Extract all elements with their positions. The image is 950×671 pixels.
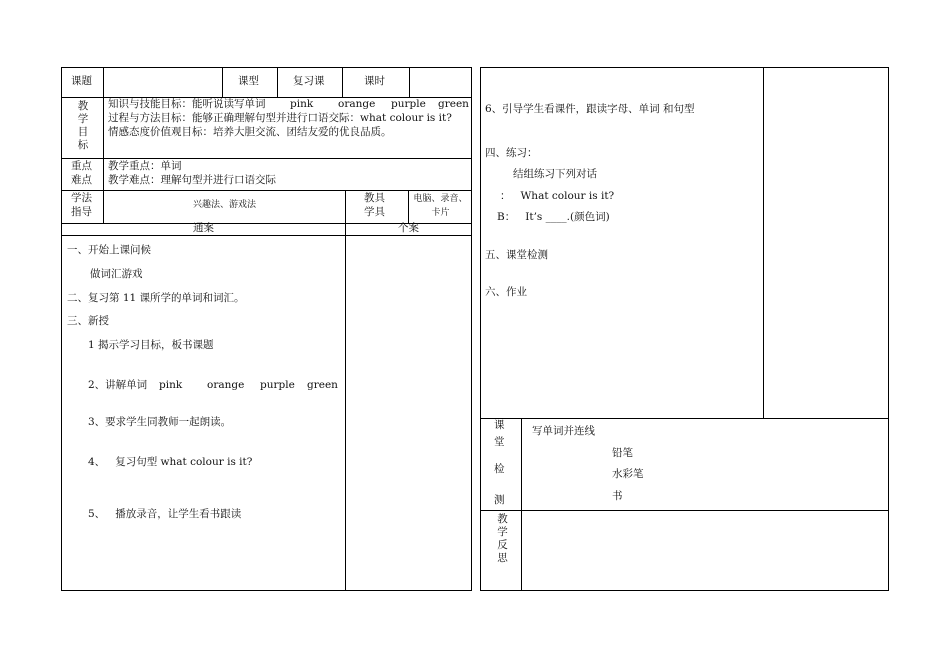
tools-label-bottom: 学具 [364,206,385,218]
tools-value-bottom: 卡片 [431,208,450,218]
practice-heading: 四、练习： [485,147,538,159]
method-label-bottom: 指导 [71,206,92,218]
goal-word-purple: purple [391,98,426,110]
step-word-purple: purple [260,379,295,391]
lesson-title-label: 课题 [71,75,92,87]
reflection-label: 教 学 反 思 [497,513,508,564]
homework-heading: 六、作业 [485,286,527,298]
step-3-5: 5、 播放录音，让学生看书跟读 [88,508,242,520]
step-3-4: 4、 复习句型 what colour is it? [88,456,253,468]
focus-label-top: 重点 [71,160,92,172]
check-item-book: 书 [612,490,623,502]
goal-attitude-line: 情感态度价值观目标：培养大胆交流、团结友爱的优良品质。 [108,126,392,138]
step-3-2: 2、讲解单词 [88,379,148,391]
method-label-top: 学法 [71,192,92,204]
dialogue-line-b: B： It’s ____.(颜色词) [497,211,610,223]
goal-word-orange: orange [338,98,376,110]
step-1: 一、开始上课问候 [67,244,151,256]
class-check-heading: 五、课堂检测 [485,249,548,261]
practice-instruction: 结组练习下列对话 [513,168,597,180]
lesson-type-value: 复习课 [293,75,325,87]
difficulty-text: 教学难点：理解句型并进行口语交际 [108,174,276,186]
step-3: 三、新授 [67,315,109,327]
lesson-hours-label: 课时 [364,75,385,87]
goal-word-green: green [438,98,469,110]
focus-label-bottom: 难点 [71,174,92,186]
step-3-3: 3、要求学生同教师一起朗读。 [88,416,232,428]
goal-word-pink: pink [290,98,314,110]
step-word-orange: orange [207,379,245,391]
key-point-text: 教学重点：单词 [108,160,182,172]
step-word-green: green [307,379,338,391]
lesson-type-label: 课型 [238,75,259,87]
check-item-pencil: 铅笔 [612,447,633,459]
common-plan-heading: 通案 [193,222,214,234]
goals-label: 教 学 目 标 [77,100,89,151]
right-step-6: 6、引导学生看课件，跟读字母、单词 和句型 [485,103,695,115]
step-2: 二、复习第 11 课所学的单词和词汇。 [67,292,245,304]
step-3-1: 1 揭示学习目标，板书课题 [88,339,214,351]
step-word-pink: pink [159,379,183,391]
dialogue-line-a: ： What colour is it? [500,190,615,202]
tools-label-top: 教具 [364,192,385,204]
goal-knowledge-line: 知识与技能目标：能听说读写单词 [108,98,266,110]
method-value: 兴趣法、游戏法 [192,200,256,210]
check-title: 写单词并连线 [532,425,595,437]
step-1a: 做词汇游戏 [90,268,143,280]
goal-process-line: 过程与方法目标：能够正确理解句型并进行口语交际：what colour is it? [108,112,452,124]
individual-plan-heading: 个案 [398,222,419,234]
check-item-watercolor-pen: 水彩笔 [612,468,644,480]
tools-value-top: 电脑、录音、 [413,194,468,204]
